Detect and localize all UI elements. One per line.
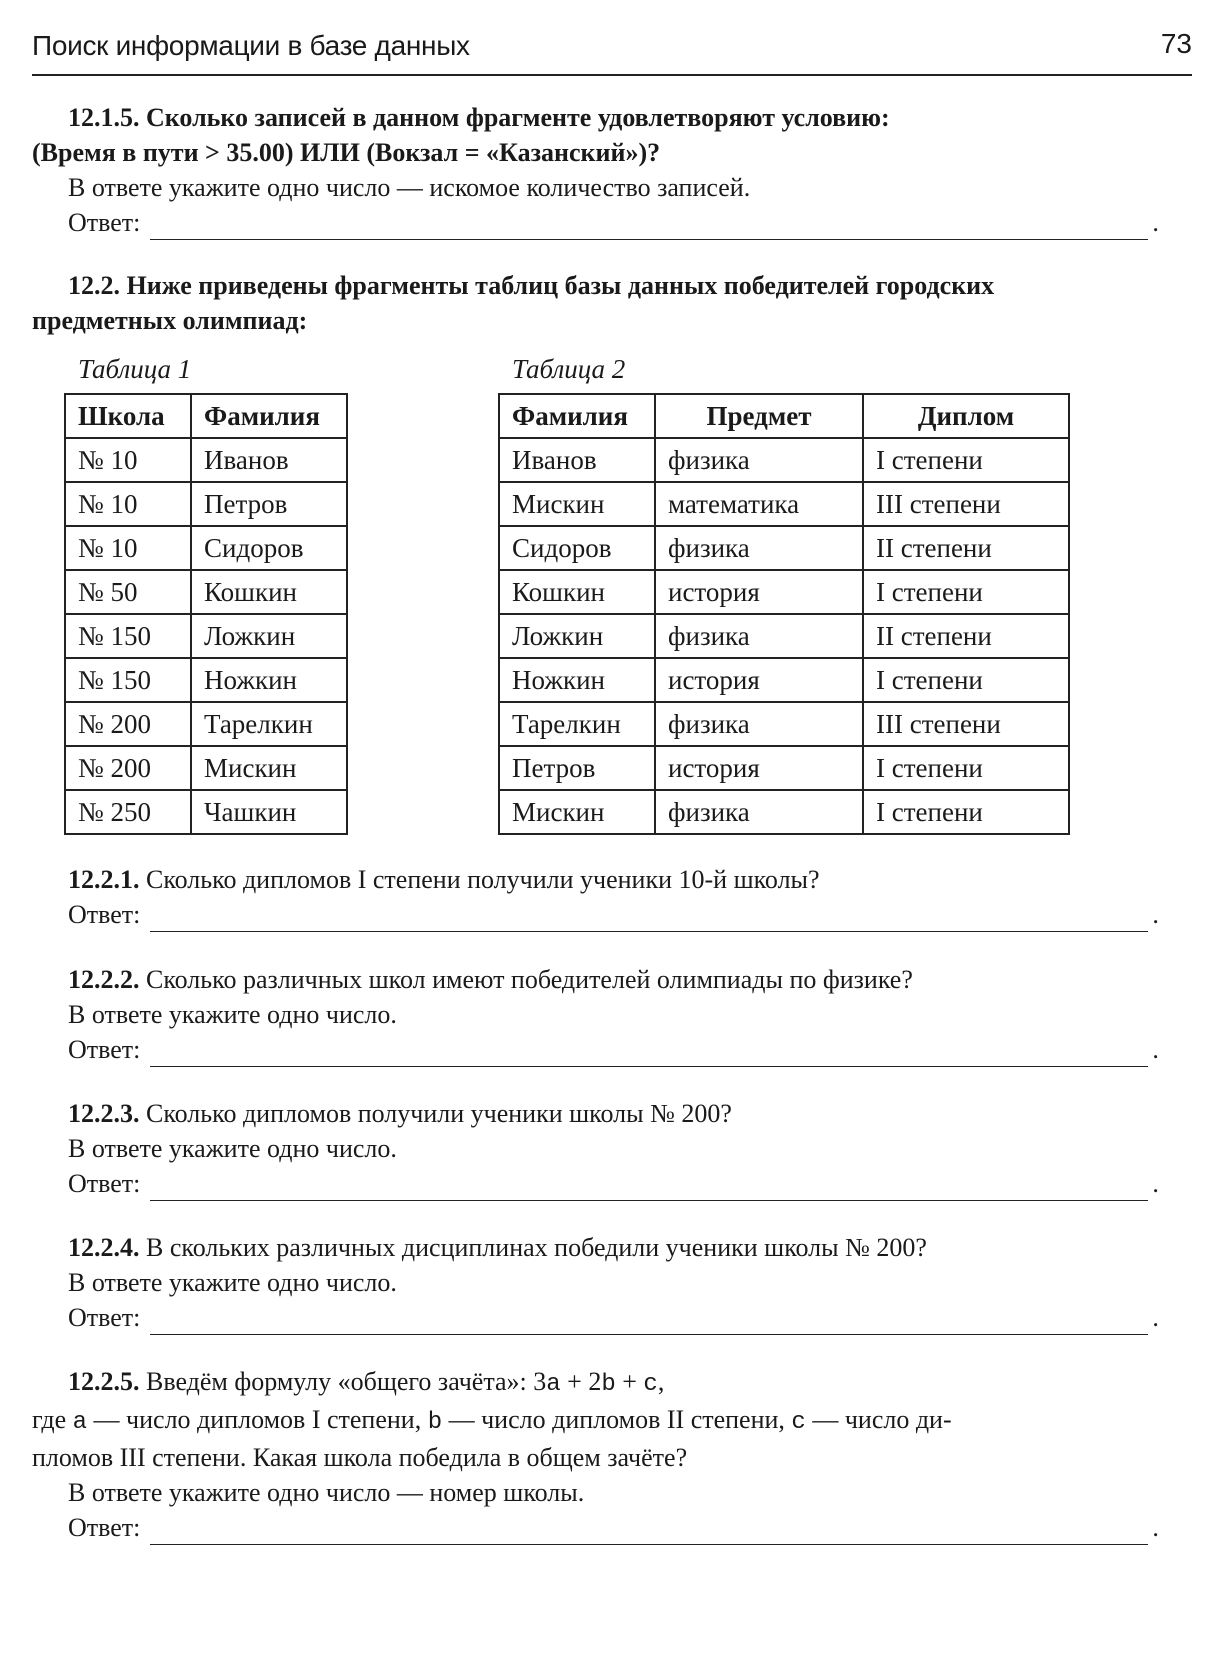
question-text: 12.2.5. Введём формулу «общего зачёта»: 3a + 2b + c, <box>68 1367 665 1398</box>
question-instruction: В ответе укажите одно число — искомое количество записей. <box>68 173 751 202</box>
question-12-2-2 <box>32 962 1192 1067</box>
table-cell-subject: физика <box>655 438 863 482</box>
table-cell-school: № 50 <box>65 570 191 614</box>
answer-label: Ответ: <box>68 1513 141 1542</box>
answer-field[interactable] <box>150 1174 1148 1201</box>
table-cell-surname: Тарелкин <box>191 702 347 746</box>
table1-caption: Таблица 1 <box>78 354 192 384</box>
question-text-line2: где a — число дипломов I степени, b — число дипломов II степени, c — число ди- <box>32 1405 952 1436</box>
question-text: 12.2.1. Сколько дипломов I степени получили ученики 10-й школы? <box>68 865 820 894</box>
table2 <box>498 393 1070 835</box>
variable-b: b <box>601 1371 616 1398</box>
table-cell-subject: физика <box>655 702 863 746</box>
table-row <box>65 746 347 790</box>
table-cell-diploma: III степени <box>863 702 1069 746</box>
question-number: 12.2.3. <box>68 1099 140 1128</box>
question-text: 12.2. Ниже приведены фрагменты таблиц базы данных победителей городских <box>68 271 995 300</box>
table-cell-subject: математика <box>655 482 863 526</box>
answer-row <box>32 1032 1192 1067</box>
question-text-line3: пломов III степени. Какая школа победила в общем зачёте? <box>32 1443 688 1472</box>
table-cell-subject: история <box>655 746 863 790</box>
question-12-2-5 <box>32 1364 1192 1545</box>
table-cell-subject: физика <box>655 526 863 570</box>
table-cell-surname: Сидоров <box>191 526 347 570</box>
column-header-subject: Предмет <box>655 394 863 438</box>
table-row <box>65 702 347 746</box>
table-cell-surname: Мискин <box>499 482 655 526</box>
table-cell-surname: Иванов <box>191 438 347 482</box>
question-number: 12.1.5. <box>68 103 140 132</box>
answer-label: Ответ: <box>68 1169 141 1198</box>
table-row <box>499 570 1069 614</box>
table-cell-school: № 250 <box>65 790 191 834</box>
table-row <box>65 526 347 570</box>
table-cell-subject: история <box>655 570 863 614</box>
table-cell-school: № 10 <box>65 482 191 526</box>
question-number: 12.2.4. <box>68 1233 140 1262</box>
column-header-diploma: Диплом <box>863 394 1069 438</box>
question-12-1-5 <box>32 100 1192 240</box>
table-row <box>65 790 347 834</box>
question-number: 12.2. <box>68 271 120 300</box>
chapter-title: Поиск информации в базе данных <box>32 30 470 61</box>
table-cell-school: № 200 <box>65 746 191 790</box>
answer-period: . <box>1152 1169 1159 1198</box>
question-condition: (Время в пути > 35.00) ИЛИ (Вокзал = «Казанский»)? <box>32 138 661 167</box>
table-row <box>65 438 347 482</box>
table-cell-school: № 10 <box>65 438 191 482</box>
answer-field[interactable] <box>150 1518 1148 1545</box>
question-instruction: В ответе укажите одно число — номер школы. <box>68 1478 585 1507</box>
question-number: 12.2.2. <box>68 965 140 994</box>
table-cell-surname: Иванов <box>499 438 655 482</box>
question-instruction: В ответе укажите одно число. <box>68 1134 397 1163</box>
table-header-row <box>65 394 347 438</box>
answer-label: Ответ: <box>68 1303 141 1332</box>
variable-a: a <box>546 1371 561 1398</box>
question-12-2-3 <box>32 1096 1192 1201</box>
table-cell-surname: Мискин <box>499 790 655 834</box>
answer-field[interactable] <box>150 1040 1148 1067</box>
table-cell-surname: Ножкин <box>191 658 347 702</box>
table-cell-surname: Мискин <box>191 746 347 790</box>
answer-row <box>32 1510 1192 1545</box>
table2-caption: Таблица 2 <box>512 354 626 384</box>
table-cell-diploma: I степени <box>863 746 1069 790</box>
table-cell-diploma: II степени <box>863 614 1069 658</box>
answer-row <box>32 1300 1192 1335</box>
answer-row <box>32 897 1192 932</box>
table-cell-diploma: I степени <box>863 438 1069 482</box>
table-header-row <box>499 394 1069 438</box>
table-cell-surname: Сидоров <box>499 526 655 570</box>
question-instruction: В ответе укажите одно число. <box>68 1000 397 1029</box>
column-header-surname: Фамилия <box>499 394 655 438</box>
question-12-2-4 <box>32 1230 1192 1335</box>
table-row <box>499 702 1069 746</box>
table-cell-diploma: III степени <box>863 482 1069 526</box>
table-row <box>499 658 1069 702</box>
question-number: 12.2.1. <box>68 865 140 894</box>
table-row <box>499 438 1069 482</box>
table-cell-surname: Тарелкин <box>499 702 655 746</box>
answer-period: . <box>1152 208 1159 237</box>
table-cell-surname: Петров <box>191 482 347 526</box>
table-cell-diploma: I степени <box>863 658 1069 702</box>
table-cell-surname: Кошкин <box>191 570 347 614</box>
answer-label: Ответ: <box>68 208 141 237</box>
table-cell-surname: Ножкин <box>499 658 655 702</box>
question-12-2 <box>32 268 1192 338</box>
table-row <box>499 526 1069 570</box>
table-cell-surname: Ложкин <box>191 614 347 658</box>
table-cell-surname: Кошкин <box>499 570 655 614</box>
question-number: 12.2.5. <box>68 1367 140 1396</box>
answer-row <box>32 1166 1192 1201</box>
answer-field[interactable] <box>150 905 1148 932</box>
table-cell-school: № 10 <box>65 526 191 570</box>
table1 <box>64 393 348 835</box>
question-text: 12.2.2. Сколько различных школ имеют победителей олимпиады по физике? <box>68 965 913 994</box>
table-cell-school: № 150 <box>65 658 191 702</box>
table-cell-surname: Чашкин <box>191 790 347 834</box>
answer-period: . <box>1152 1035 1159 1064</box>
table-cell-subject: физика <box>655 614 863 658</box>
table-cell-diploma: II степени <box>863 526 1069 570</box>
answer-field[interactable] <box>150 1308 1148 1335</box>
table-cell-diploma: I степени <box>863 790 1069 834</box>
table-cell-subject: история <box>655 658 863 702</box>
table-row <box>65 658 347 702</box>
question-12-2-1 <box>32 862 1192 932</box>
answer-period: . <box>1152 1513 1159 1542</box>
table-cell-subject: физика <box>655 790 863 834</box>
answer-period: . <box>1152 900 1159 929</box>
table-cell-surname: Ложкин <box>499 614 655 658</box>
table-cell-school: № 150 <box>65 614 191 658</box>
answer-period: . <box>1152 1303 1159 1332</box>
table-row <box>65 570 347 614</box>
answer-label: Ответ: <box>68 1035 141 1064</box>
table-cell-surname: Петров <box>499 746 655 790</box>
question-instruction: В ответе укажите одно число. <box>68 1268 397 1297</box>
table-cell-school: № 200 <box>65 702 191 746</box>
table-row <box>65 614 347 658</box>
table-row <box>499 746 1069 790</box>
table-row <box>499 614 1069 658</box>
question-text: 12.2.3. Сколько дипломов получили ученики школы № 200? <box>68 1099 732 1128</box>
page-number: 73 <box>1160 28 1192 59</box>
answer-field[interactable] <box>150 213 1148 240</box>
answer-row <box>32 205 1192 240</box>
table-row <box>499 790 1069 834</box>
question-text: 12.1.5. Сколько записей в данном фрагменте удовлетворяют условию: <box>68 103 890 132</box>
answer-label: Ответ: <box>68 900 141 929</box>
column-header-school: Школа <box>65 394 191 438</box>
question-text-continued: предметных олимпиад: <box>32 306 308 335</box>
table-row <box>499 482 1069 526</box>
variable-c: c <box>643 1371 658 1398</box>
table-cell-diploma: I степени <box>863 570 1069 614</box>
column-header-surname: Фамилия <box>191 394 347 438</box>
table-row <box>65 482 347 526</box>
question-text: 12.2.4. В скольких различных дисциплинах победили ученики школы № 200? <box>68 1233 927 1262</box>
page-header <box>32 26 1192 76</box>
